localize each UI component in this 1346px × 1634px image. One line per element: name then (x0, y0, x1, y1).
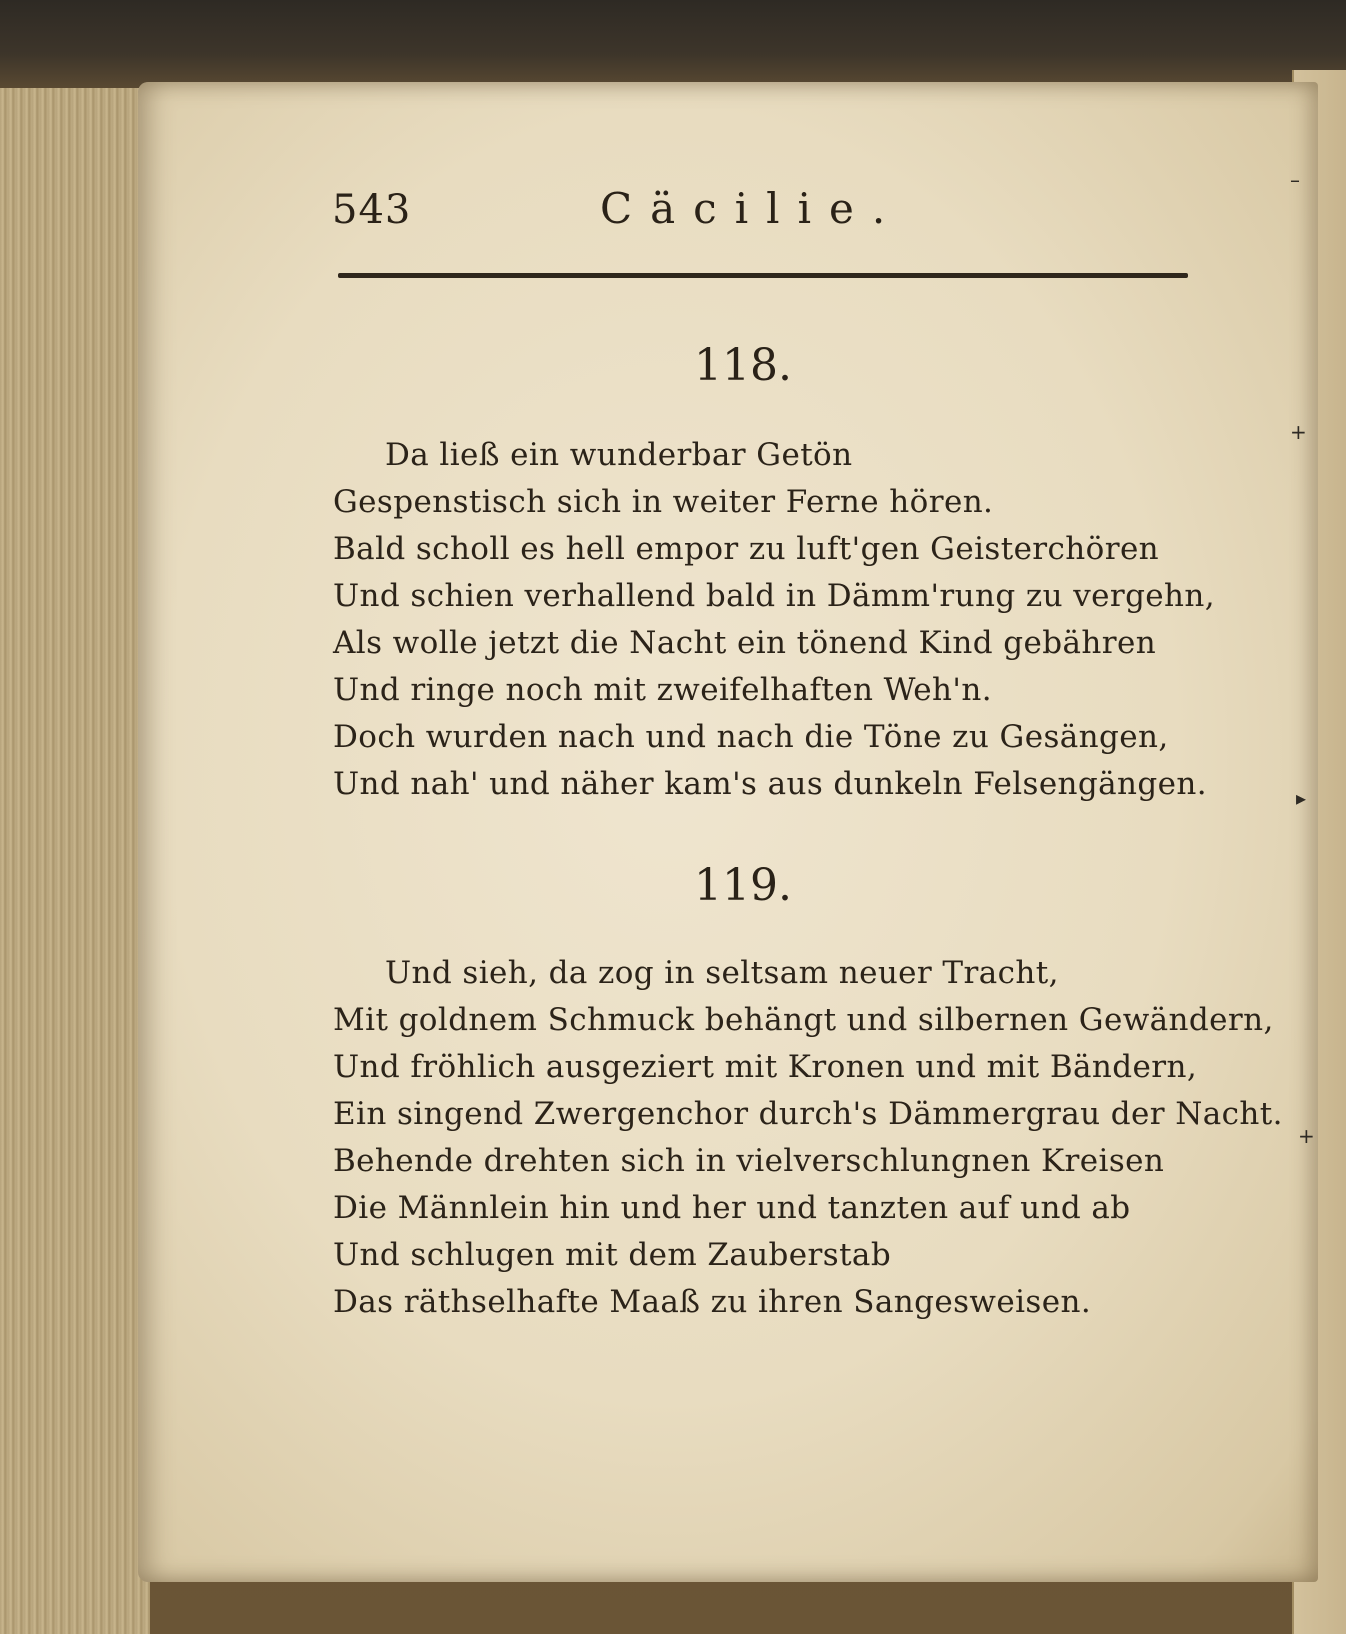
verse-line: Das räthselhafte Maaß zu ihren Sangesweisen. (333, 1284, 1092, 1320)
stanza-number: 119. (694, 860, 792, 911)
verse-line: Und fröhlich ausgeziert mit Kronen und mit Bändern, (333, 1049, 1198, 1085)
verse-line: Und schien verhallend bald in Dämm'rung zu vergehn, (333, 578, 1216, 614)
margin-tick-mark: + (1290, 420, 1307, 444)
verse-line: Bald scholl es hell empor zu luft'gen Geisterchören (333, 531, 1160, 567)
book-top-edge (0, 0, 1346, 90)
verse-line: Gespenstisch sich in weiter Ferne hören. (333, 484, 994, 520)
page-number: 543 (332, 187, 412, 233)
verse-line: Mit goldnem Schmuck behängt und silbernen Gewändern, (333, 1002, 1274, 1038)
verse-line: Behende drehten sich in vielverschlungnen Kreisen (333, 1143, 1165, 1179)
margin-tick-mark: – (1290, 168, 1300, 192)
margin-tick-mark: + (1298, 1124, 1315, 1148)
header-rule (338, 273, 1188, 278)
verse-line: Die Männlein hin und her und tanzten auf und ab (333, 1190, 1131, 1226)
stanza-number: 118. (694, 340, 792, 391)
book-page (138, 82, 1318, 1582)
verse-line: Als wolle jetzt die Nacht ein tönend Kind gebähren (333, 625, 1157, 661)
verse-line: Ein singend Zwergenchor durch's Dämmergrau der Nacht. (333, 1096, 1283, 1132)
verse-line: Doch wurden nach und nach die Töne zu Gesängen, (333, 719, 1169, 755)
margin-tick-mark: ▸ (1296, 786, 1307, 810)
verse-line: Und schlugen mit dem Zauberstab (333, 1237, 892, 1273)
verse-line: Und nah' und näher kam's aus dunkeln Felsengängen. (333, 766, 1208, 802)
verse-line: Und ringe noch mit zweifelhaften Weh'n. (333, 672, 992, 708)
verse-line: Und sieh, da zog in seltsam neuer Tracht, (385, 955, 1059, 991)
running-title: Cäcilie. (600, 184, 904, 233)
verse-line: Da ließ ein wunderbar Getön (385, 437, 853, 473)
